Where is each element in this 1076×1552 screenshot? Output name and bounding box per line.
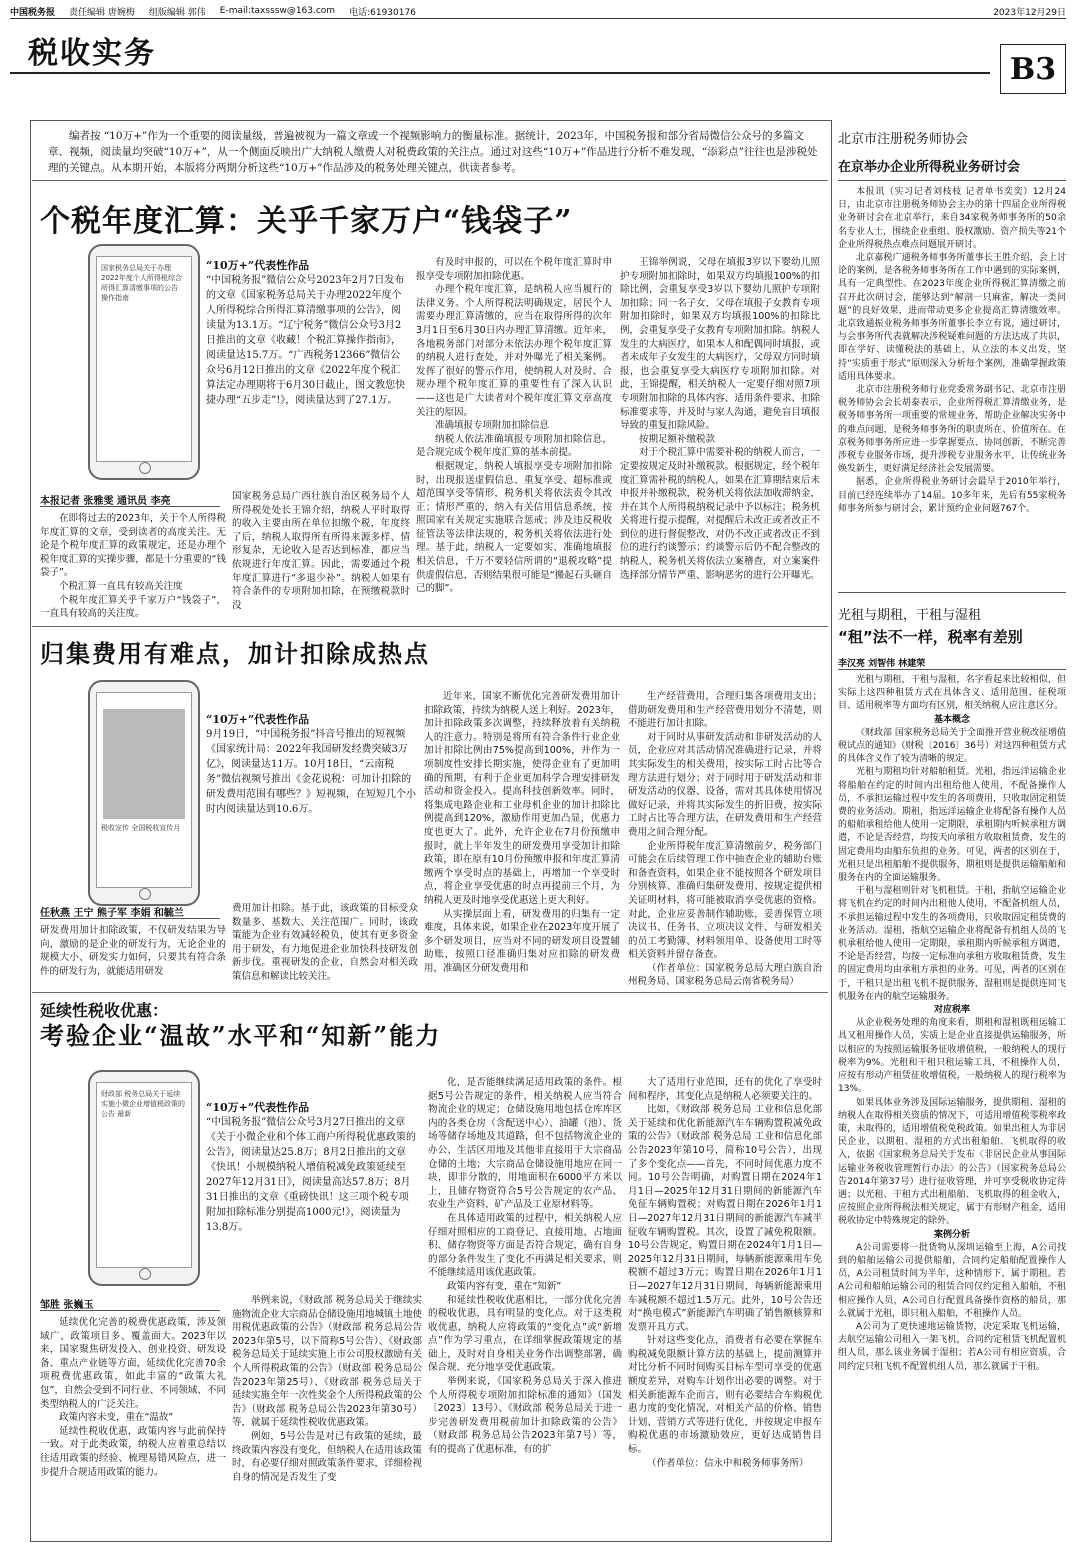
- issue-date: 2023年12月29日: [993, 7, 1066, 18]
- paragraph: 北京市注册税务师行业党委常务副书记、北京市注册税务师协会会长胡泰表示，企业所得税汇算清缴业务，是税务师事务所一项重要的常规业务，帮助企业解决实务中的难点问题，是税务师事务所的职责所在、价值所在。在京税务师事务所应进一步掌握要点、协同创新，不断完善涉税专业服务市场，提升涉税专业服务水平，让传统业务焕发新生，更好满足经济社会发展需要。: [838, 385, 1066, 475]
- paragraph: 政策内容未变，重在“温故”: [59, 1412, 174, 1424]
- page-number: B3: [1000, 44, 1066, 94]
- divider: [838, 592, 1066, 593]
- photo-placeholder: [103, 709, 185, 819]
- paragraph: 《财政部 国家税务总局关于全面推开营业税改征增值税试点的通知》（财税〔2016〕36号）对这四种租赁方式的具体含义作了较为清晰的规定。: [838, 727, 1066, 765]
- phone: 电话:61930176: [349, 7, 416, 18]
- paragraph: 根据规定，纳税人填报享受专项附加扣除时，出现报送虚假信息、重复享受、超标准或超范围享受等情形，税务机关将依法责令其改正；情形严重的，纳入有关信用信息系统，按照国家有关规定实施联合惩戒；涉及违反税收征管法等法律法规的，税务机关将依法进行处理。基于此，纳税人一定要如实、准确地填报相关信息，千万不要轻信所谓的“退税攻略”提供虚假信息，否则结果很可能是“搬起石头砸自己的脚”。: [416, 460, 612, 595]
- paragraph: A公司为了更快速地运输货物，决定采取飞机运输，去航空运输公司租入一架飞机，合同约定租赁飞机配置机组人员，那么该业务属于湿租；若A公司有相应资质，合同约定只租飞机不配置机组人员，那么就属于干租。: [838, 1321, 1066, 1372]
- paragraph: 大了适用行业范围，还有的优化了享受时间和程序，其变化点是纳税人必须要关注的。: [628, 1077, 822, 1102]
- paragraph: 近年来，国家不断优化完善研发费用加计扣除政策，持续为纳税人送上利好。2023年，加计扣除政策多次调整，持续释放着有关纳税人的注意力。特别是将所有符合条件行业企业加计扣除比例由75%提高到100%，并作为一项制度性安排长期实施，使得企业有了更加明确的预期，有利于企业更加科学合理安排研发活动和资金投入。提高科技创新效率。同时，将集成电路企业和工业母机企业的加计扣除比例提高到120%，激励作用更加凸显，优惠力度也更大了。此外，允许企业在7月份预缴申报时，就上半年发生的研发费用享受加计扣除政策，即在原有10月份预缴申报和年度汇算清缴两个享受时点的基础上，再增加一个享受时点，将企业享受优惠的时点再提前三个月，为纳税人更及时地享受优惠送上更大利好。: [424, 691, 620, 906]
- paper-name: 中国税务报: [10, 7, 56, 18]
- article3-col4: [628, 1076, 822, 1532]
- article2-col4: [628, 690, 822, 986]
- paragraph: 针对这些变化点，消费者有必要在掌握车购税减免限额计算方法的基础上，提前测算并对比分析不同时间购买目标车型可享受的优惠额度差异，对购车计划作出必要的调整。对于相关新能源车企而言，则有必要结合车购税优惠力度的变化情况，对相关产品的价格、销售计划、营销方式等进行优化，并按规定申报车购税优惠的市场激励效应，更好达成销售目标。: [628, 1335, 822, 1456]
- designer-credit: 组版编辑 郭伟: [148, 7, 206, 18]
- page-header: [10, 4, 1066, 19]
- sidebar2-title2: “租”法不一样，税率有差别: [838, 628, 1023, 646]
- article1-col3: [416, 256, 612, 620]
- article1-headline: 个税年度汇算：关乎千家万户“钱袋子”: [40, 204, 573, 239]
- article1-col4: [620, 256, 820, 620]
- paragraph: 如果具体业务涉及国际运输服务，提供期租、湿租的纳税人在取得相关资质的情况下，可适用增值税零税率政策，未取得的，适用增值税免税政策。如果出租人为非居民企业，以期租、湿租的方式出租船舶、飞机取得的收入，依据《国家税务总局关于发布〈非居民企业从事国际运输业务税收管理暂行办法〉的公告》（国家税务总局公告2014年第37号）进行征收管理，并可享受税收协定待遇；以光租、干租方式出租船舶、飞机取得的租金收入，应按照企业所得税法相关规定，属于有形财产租金，适用税收协定中特殊规定的除外。: [838, 1097, 1066, 1227]
- sidebar2-byline: 李汉亮 刘智伟 林建荣: [838, 659, 926, 669]
- email: E-mail:taxsssw@163.com: [219, 6, 336, 16]
- caption-text: “中国税务报”微信公众号2023年2月7日发布的文章《国家税务总局关于办理2022年度个人所得税综合所得汇算清缴事项的公告》，阅读量为13.1万。“辽宁税务”微信公众号3月2日推出的文章《收藏！个税汇算操作指南》，阅读量达15.7万。“广西税务12366”微信公众号6月12日推出的文章《2022年度个税汇算法定办理期将于6月30日截止，图文教您快捷办理“五步走”!》，阅读量达到了27.1万。: [206, 275, 406, 406]
- paragraph: 生产经营费用，合理归集各项费用支出；借助研发费用和生产经营费用划分不清楚，则不能进行加计扣除。: [628, 691, 822, 730]
- caption-title: “10万+”代表性作品: [206, 713, 310, 726]
- article1-col2: 国家税务总局广西壮族自治区税务局个人所得税处处长王锦介绍，纳税人平时取得的收入主要由所在单位扣缴个税，年度终了后，纳税人取得所有所得来源多样、情形复杂，无论收入是否达到标准，都应当依规进行年度汇算。因此，需要通过个税年度汇算进行“多退少补”。纳税人如果有符合条件的专项附加扣除，在预缴税款时没: [232, 491, 410, 611]
- paragraph: 举例来说，《国家税务总局关于深入推进个人所得税专项附加扣除标准的通知》（国发〔2023〕13号）、《财政部 税务总局关于进一步完善研发费用税前加计扣除政策的公告》（财政部 税务总局公告2023年第7号）等，有的提高了优惠标准，有的扩: [428, 1376, 622, 1456]
- editor-credit: 责任编辑 唐婉梅: [69, 7, 135, 18]
- paragraph: 准确填报专项附加扣除信息: [435, 420, 550, 432]
- paragraph: 比如，《财政部 税务总局 工业和信息化部关于延续和优化新能源汽车车辆购置税减免政策的公告》（财政部 税务总局 工业和信息化部公告2023年第10号，简称10号公告），出现了多个变化点——首先，不同时间优惠力度不同。10号公告明确，对购置日期在2024年1月1日—2025年12月31日期间的新能源汽车免征车辆购置税；对购置日期在2026年1月1日—2027年12月31日期间的新能源汽车减半征收车辆购置税。其次，设置了减免税限额。10号公告规定，购置日期在2024年1月1日—2025年12月31日期间，每辆新能源乘用车免税额不超过3万元；购置日期在2026年1月1日—2027年12月31日期间，每辆新能源乘用车减税额不超过1.5万元。此外，10号公告还对“换电模式”新能源汽车明确了销售额核算和发票开具方式。: [628, 1104, 822, 1333]
- article2-headline: 归集费用有难点，加计扣除成热点: [40, 639, 430, 668]
- article3-col3: [428, 1076, 622, 1532]
- paragraph: 个税汇算一直具有较高关注度: [59, 580, 183, 592]
- subhead-concept: 基本概念: [933, 714, 970, 725]
- article3-col2: [232, 1294, 422, 1532]
- divider: [838, 669, 1066, 670]
- paragraph: 按期足额补缴税款: [639, 433, 716, 445]
- paragraph: 纳税人依法准确填报专项附加扣除信息，是合规完成个税年度汇算的基本前提。: [416, 433, 612, 459]
- divider: [838, 180, 1066, 181]
- phone-screen: [96, 692, 192, 888]
- paragraph: 对于同时从事研发活动和非研发活动的人员，企业应对其活动情况准确进行记录，并将其实际发生的相关费用，按实际工时占比等合理方法进行划分；对于同时用于研发活动和非研发活动的仪器、设备，需对其具体使用情况做好记录，并将其实际发生的折旧费，按实际工时占比等合理方法，在研发费用和生产经营费用之间合理分配。: [628, 731, 822, 838]
- title-rule: [10, 72, 990, 74]
- paragraph: 延续优化完善的税费优惠政策，涉及领域广、政策项目多、覆盖面大。2023年以来，国家聚焦研发投入、创业投资、研发设备、重点产业链等方面，延续优化完善70余项税费优惠政策，如此丰富的“政策大礼包”，自然会受到不同行业、不同领域、不同类型纳税人的广泛关注。: [40, 1317, 226, 1410]
- sidebar2-intro: 光租与期租，干租与湿租，名字看起来比较相似，但实际上这四种租赁方式在具体含义、适用范围、征税项目、适用税率等方面均有区别，相关纳税人应注意区分。: [838, 675, 1066, 712]
- paragraph: 和延续性税收优惠相比，一部分优化完善的税收优惠，具有明显的变化点。对于这类税收优惠，纳税人应将政策的“变化点”或“新增点”作为学习重点，在详细掌握政策规定的基础上，及时对自身相关业务作出调整部署，确保合规、充分地享受优惠政策。: [428, 1294, 622, 1374]
- paragraph: 有及时申报的，可以在个税年度汇算时申报享受专项附加扣除优惠。: [416, 257, 612, 282]
- article3-headline: 考验企业“温故”水平和“知新”能力: [40, 1021, 442, 1050]
- paragraph: 化，是否能继续满足适用政策的条件。根据5号公告规定的条件，相关纳税人应当符合物流企业的规定；仓储设施用地包括仓库库区内的各类仓房（含配送中心）、油罐（池）、货场等储存场地及其道路，但不包括物流企业的办公、生活区用地及其他非直接用于大宗商品仓储的土地；大宗商品仓储设施用地应在同一块，即非分散的，用地面积在6000平方米以上，且储存物资符合5号公告规定的农产品、农业生产资料、矿产品及工业原材料等。: [428, 1077, 622, 1211]
- divider: [32, 626, 828, 627]
- phone-screen: [96, 256, 192, 462]
- article2-byline: 任秋燕 王宁 熊子军 李娟 和毓兰: [40, 908, 184, 919]
- paragraph: 举例来说，《财政部 税务总局关于继续实施物流企业大宗商品仓储设施用地城镇土地使用税优惠政策的公告》（财政部 税务总局公告2023年第5号，以下简称5号公告）、《财政部 税务总局关于延续实施上市公司股权激励有关个人所得税政策的公告》（财政部 税务总局公告2023年第25号）、《财政部 税务总局关于延续实施全年一次性奖金个人所得税政策的公告》（财政部 税务总局公告2023年第30号）等，就属于延续性税收优惠政策。: [232, 1295, 422, 1429]
- home-button-icon: [139, 1268, 151, 1280]
- article2-caption: [206, 712, 416, 817]
- article3-kicker: 延续性税收优惠：: [40, 1001, 169, 1020]
- phone-illustration: [88, 1070, 200, 1286]
- home-button-icon: [139, 462, 151, 474]
- phone-screen-text: 财政部 税务总局关于延续实施小微企业增值税政策的公告 最新: [101, 1090, 185, 1118]
- subhead-rate: 对应税率: [933, 1005, 970, 1016]
- paragraph: 企业所得税年度汇算清缴前夕，税务部门可能会在后续管理工作中抽查企业的辅助台账和备查资料，如果企业不能按照各个研发项目分别核算、准确归集研发费用、按规定提供相关证明材料，将可能被取消享受优惠的资格。对此，企业应妥善制作辅助账，妥善保管立项决议书、任务书、立项决议文件、与研发相关的员工考勤簿、材料领用单、设备使用工时等相关资料并留存备查。: [628, 840, 822, 961]
- paragraph: 从企业税务处理的角度来看，期租和湿租既租运输工具又租用操作人员，实质上是企业直接提供运输服务，所以相应的为按照运输服务征收增值税，一般纳税人的现行税率为9%。光租和干租只租运输工具，不租操作人员，应按有形动产租赁征收增值税，一般纳税人的现行税率为13%。: [838, 1018, 1066, 1095]
- paragraph: 在即将过去的2023年，关于个人所得税年度汇算的文章，受到读者的高度关注。无论是个税年度汇算的政策规定，还是办理个税年度汇算的实操步骤，都是十分重要的“钱袋子”。: [40, 513, 226, 579]
- byline-rule: [40, 506, 220, 507]
- divider: [32, 180, 828, 181]
- sidebar2-title1: 光租与期租，干租与湿租: [838, 608, 982, 623]
- paragraph: 本报讯（实习记者刘枝枝 记者单书奕奕）12月24日，由北京市注册税务师协会主办的第十四届企业所得税业务研讨会在北京举行，来自34家税务师事务所的50余名专业人士，围绕企业重组、股权激励、资产损失等21个企业所得税热点难点问题展开研讨。: [838, 187, 1066, 250]
- divider: [32, 992, 828, 993]
- caption-title: “10万+”代表性作品: [206, 1101, 310, 1114]
- paragraph: 个税年度汇算关乎千家万户“钱袋子”，一直具有较高的关注度。: [40, 594, 226, 620]
- article1-col1: [40, 512, 226, 620]
- sidebar2-body: [838, 674, 1066, 1540]
- phone-illustration: [88, 680, 200, 906]
- sidebar2-case: [838, 1242, 1066, 1374]
- paragraph: 从实操层面上看，研发费用的归集有一定难度，具体来说，如果企业在2023年度开展了多个研发项目，应当对不同的研发项目设置辅助账，按照口径准确归集对应扣除的研发费用，准确区分研发费用和: [424, 908, 620, 974]
- paragraph: 办理个税年度汇算，是纳税人应当履行的法律义务。个人所得税法明确规定，居民个人需要办理汇算清缴的，应当在取得所得的次年3月1日至6月30日内办理汇算清缴。近年来，各地税务部门对部分未依法办理个税年度汇算的纳税人进行查处，并对外曝光了相关案例。发挥了很好的警示作用，使纳税人对及时、合规办理个税年度汇算的重要性有了深入认识——这也是广大读者对个税年度汇算文章高度关注的原因。: [416, 284, 612, 418]
- phone-screen: [96, 1082, 192, 1268]
- paragraph: 据悉，企业所得税业务研讨会最早于2010年举行，目前已经连续举办了14届。10多年来，先后有55家税务师事务所参与研讨会，累计预约企业问题767个。: [838, 477, 1066, 514]
- paragraph: 北京嘉税广通税务师事务所董事长王胜介绍，会上讨论的案例，是各税务师事务所在工作中遇到的实际案例，具有一定典型性。在2023年度企业所得税汇算清缴之前召开此次研讨会，能够达到“解剖一只麻雀，解决一类问题”的良好效果，进而带动更多企业提高汇算清缴效率。北京致通振业税务师事务所董事长李立有说，通过研讨，与会事务所代表就解决涉税疑难问题的方法达成了共识，即在学好、读懂税法的基础上，从立法的本义出发，坚持“实质重于形式”原则深入分析每个案例，准确掌握政策适用具体要求。: [838, 253, 1066, 382]
- caption-text: 9月19日，“中国税务报”抖音号推出的短视频《国家统计局：2022年我国研发经费突破3万亿》，阅读量达11万。10月18日，“云南税务”微信视频号推出《金花说税：可加计扣除的研发费用范围有哪些？》短视频，在短短几个小时内阅读量达到10.6万。: [206, 729, 416, 815]
- paragraph: 延续性税收优惠，政策内容与此前保持一致。对于此类政策，纳税人应着重总结以往适用政策的经验、梳理易错风险点，进一步提升合规适用政策的能力。: [40, 1425, 226, 1478]
- sidebar2-rate: [838, 1017, 1066, 1228]
- editor-note: 编者按 “10万+”作为一个重要的阅读量级，普遍被视为一篇文章或一个视频影响力的衡量标准。据统计，2023年，中国税务报和部分省局微信公众号的多篇文章、视频，阅读量均突破“10万+”，从一个侧面反映出广大纳税人缴费人对税费政策的关注点。通过对这些“10万+”作品进行分析不难发现，“添彩点”往往也是涉税处理的关键点。从本期开始，本版将分两期分析这些“10万+”作品涉及的税务处理关键点，供读者参考。: [48, 130, 818, 174]
- paragraph: A公司需要将一批货物从深圳运输至上海，A公司找到的船舶运输公司提供船舶，合同约定船舶配置操作人员，A公司租赁时间为半年，这种情形下，属于期租。若A公司和船舶运输公司的租赁合同仅约定租入船舶，不租相应操作人员，A公司自行配置具备操作资格的船员，那么就属于光租，即只租入船舶，不租操作人员。: [838, 1242, 1066, 1319]
- byline-rule: [40, 1310, 220, 1311]
- article2-col1: 研发费用加计扣除政策，不仅研发结果为导向，激励的是企业的研发行为，无论企业的规模大小、研发实力如何，只要其有符合条件的研发行为，就能适用研发: [40, 925, 226, 977]
- phone-screen-text: 税收宣传 全国税收宣传月: [101, 824, 181, 832]
- phone-screen-text: 国家税务总局关于办理2022年度个人所得税综合所得汇算清缴事项的公告 操作指南: [101, 264, 182, 302]
- paragraph: （作者单位：国家税务总局大理白族自治州税务局、国家税务总局云南省税务局）: [628, 962, 822, 986]
- paragraph: 光租与期租均针对船舶租赁。光租，指远洋运输企业将船舶在约定的时间内出租给他人使用，不配备操作人员，不承担运输过程中发生的各项费用，只收取固定租赁费的业务活动。期租，指远洋运输企业将配备有操作人员的船舶承租给他人使用一定期限，承租期内听候承租方调遣，不论是否经营，均按天向承租方收取租赁费，发生的固定费用均由船东负担的业务。可见，两者的区别在于，光租只是出租船舶不提供服务，期租则是提供运输船舶和服务在内的全面运输服务。: [838, 767, 1066, 884]
- caption-text: “中国税务报”微信公众号3月27日推出的文章《关于小微企业和个体工商户所得税优惠政策的公告》，阅读量达25.8万；8月2日推出的文章《快讯！小规模纳税人增值税减免政策延续至2027年12月31日》，阅读量高达57.8万；8月31日推出的文章《重磅快讯！这三项个税专项附加扣除标准分别提高1000元!》，阅读量为13.8万。: [206, 1117, 416, 1233]
- home-button-icon: [139, 888, 151, 900]
- paragraph: 政策内容有变，重在“知新”: [447, 1280, 562, 1292]
- paragraph: 对于个税汇算中需要补税的纳税人而言，一定要按规定及时补缴税款。根据规定，经个税年度汇算需补税的纳税人，如果在汇算期结束后未申报并补缴税款，税务机关将依法加收滞纳金，并在其个人所得税纳税记录中予以标注；税务机关将进行提示提醒，对提醒后未改正或者改正不到位的进行督促整改，对仍不改正或者改正不到位的进行约谈警示；约谈警示后仍不配合整改的纳税人，税务机关将依法立案稽查，对立案案件选择部分情节严重、影响恶劣的进行公开曝光。: [620, 447, 820, 581]
- article2-col3: [424, 690, 620, 986]
- sidebar1-body: [838, 186, 1066, 584]
- paragraph: 王锦举例说，父母在填报3岁以下婴幼儿照护专项附加扣除时，如果双方均填报100%的扣除比例，会重复享受3岁以下婴幼儿照护专项附加扣除；同一名子女，父母在填报子女教育专项附加扣除时，如果双方均填报100%的扣除比例，会重复享受子女教育专项附加扣除。纳税人发生的大病医疗，如果本人和配偶同时填报，或者未成年子女发生的大病医疗，父母双方同时填报，也会重复享受大病医疗专项附加扣除。对此，王锦提醒，相关纳税人一定要仔细对照7项专项附加扣除的具体内容、适用条件要求、扣除标准要求等，并及时与家人沟通，避免盲目填报导致的重复扣除风险。: [620, 257, 820, 432]
- caption-title: “10万+”代表性作品: [206, 259, 310, 272]
- article3-col1: [40, 1316, 226, 1532]
- phone-illustration: [88, 244, 200, 480]
- article1-caption: [206, 258, 406, 408]
- paragraph: （作者单位：信永中和税务师事务所）: [647, 1457, 809, 1469]
- paragraph: 干租与湿租则针对飞机租赁。干租，指航空运输企业将飞机在约定的时间内出租他人使用，不配备机组人员，不承担运输过程中发生的各项费用，只收取固定租赁费的业务活动。湿租，指航空运输企业将配备有机组人员的飞机承租给他人使用一定期限，承租期内听候承租方调遣，不论是否经营，均按一定标准向承租方收取租赁费，发生的固定费用均由承租方承担的业务。可见，两者的区别在于，干租只是出租飞机不提供服务，湿租则是提供连同飞机服务在内的航空运输服务。: [838, 886, 1066, 1002]
- sidebar1-title: 在京举办企业所得税业务研讨会: [838, 160, 1021, 175]
- paragraph: 例如，5号公告是对已有政策的延续，最终政策内容没有变化，但纳税人在适用该政策时，有必要仔细对照政策条件要求，详细检视自身的情况是否发生了变: [232, 1430, 422, 1483]
- article3-caption: [206, 1100, 416, 1235]
- article3-byline: 邹胜 张巍玉: [40, 1300, 94, 1311]
- sidebar2-concept: [838, 727, 1066, 1004]
- article2-col2: 费用加计扣除。基于此，该政策的目标受众数量多、基数大、关注范围广。同时，该政策能为企业有效减轻税负，使其有更多资金用于研发，有力地促进企业加快科技研发创新步伐。重视研发的企业，自然会对相关政策信息和解读比较关注。: [232, 903, 418, 982]
- paragraph: 在具体适用政策的过程中，相关纳税人应仔细对照相应的工商登记、直接用地、占地面积、储存物资等方面是否符合规定，确有自身的部分条件发生了变化不再满足相关要求，则不能继续适用该优惠政策。: [428, 1212, 622, 1279]
- byline-rule: [40, 918, 220, 919]
- section-title: 税收实务: [28, 36, 156, 71]
- sidebar1-org: 北京市注册税务师协会: [838, 132, 969, 147]
- subhead-case: 案例分析: [933, 1229, 970, 1240]
- article1-byline: 本报记者 张雅雯 通讯员 李亮: [40, 496, 171, 507]
